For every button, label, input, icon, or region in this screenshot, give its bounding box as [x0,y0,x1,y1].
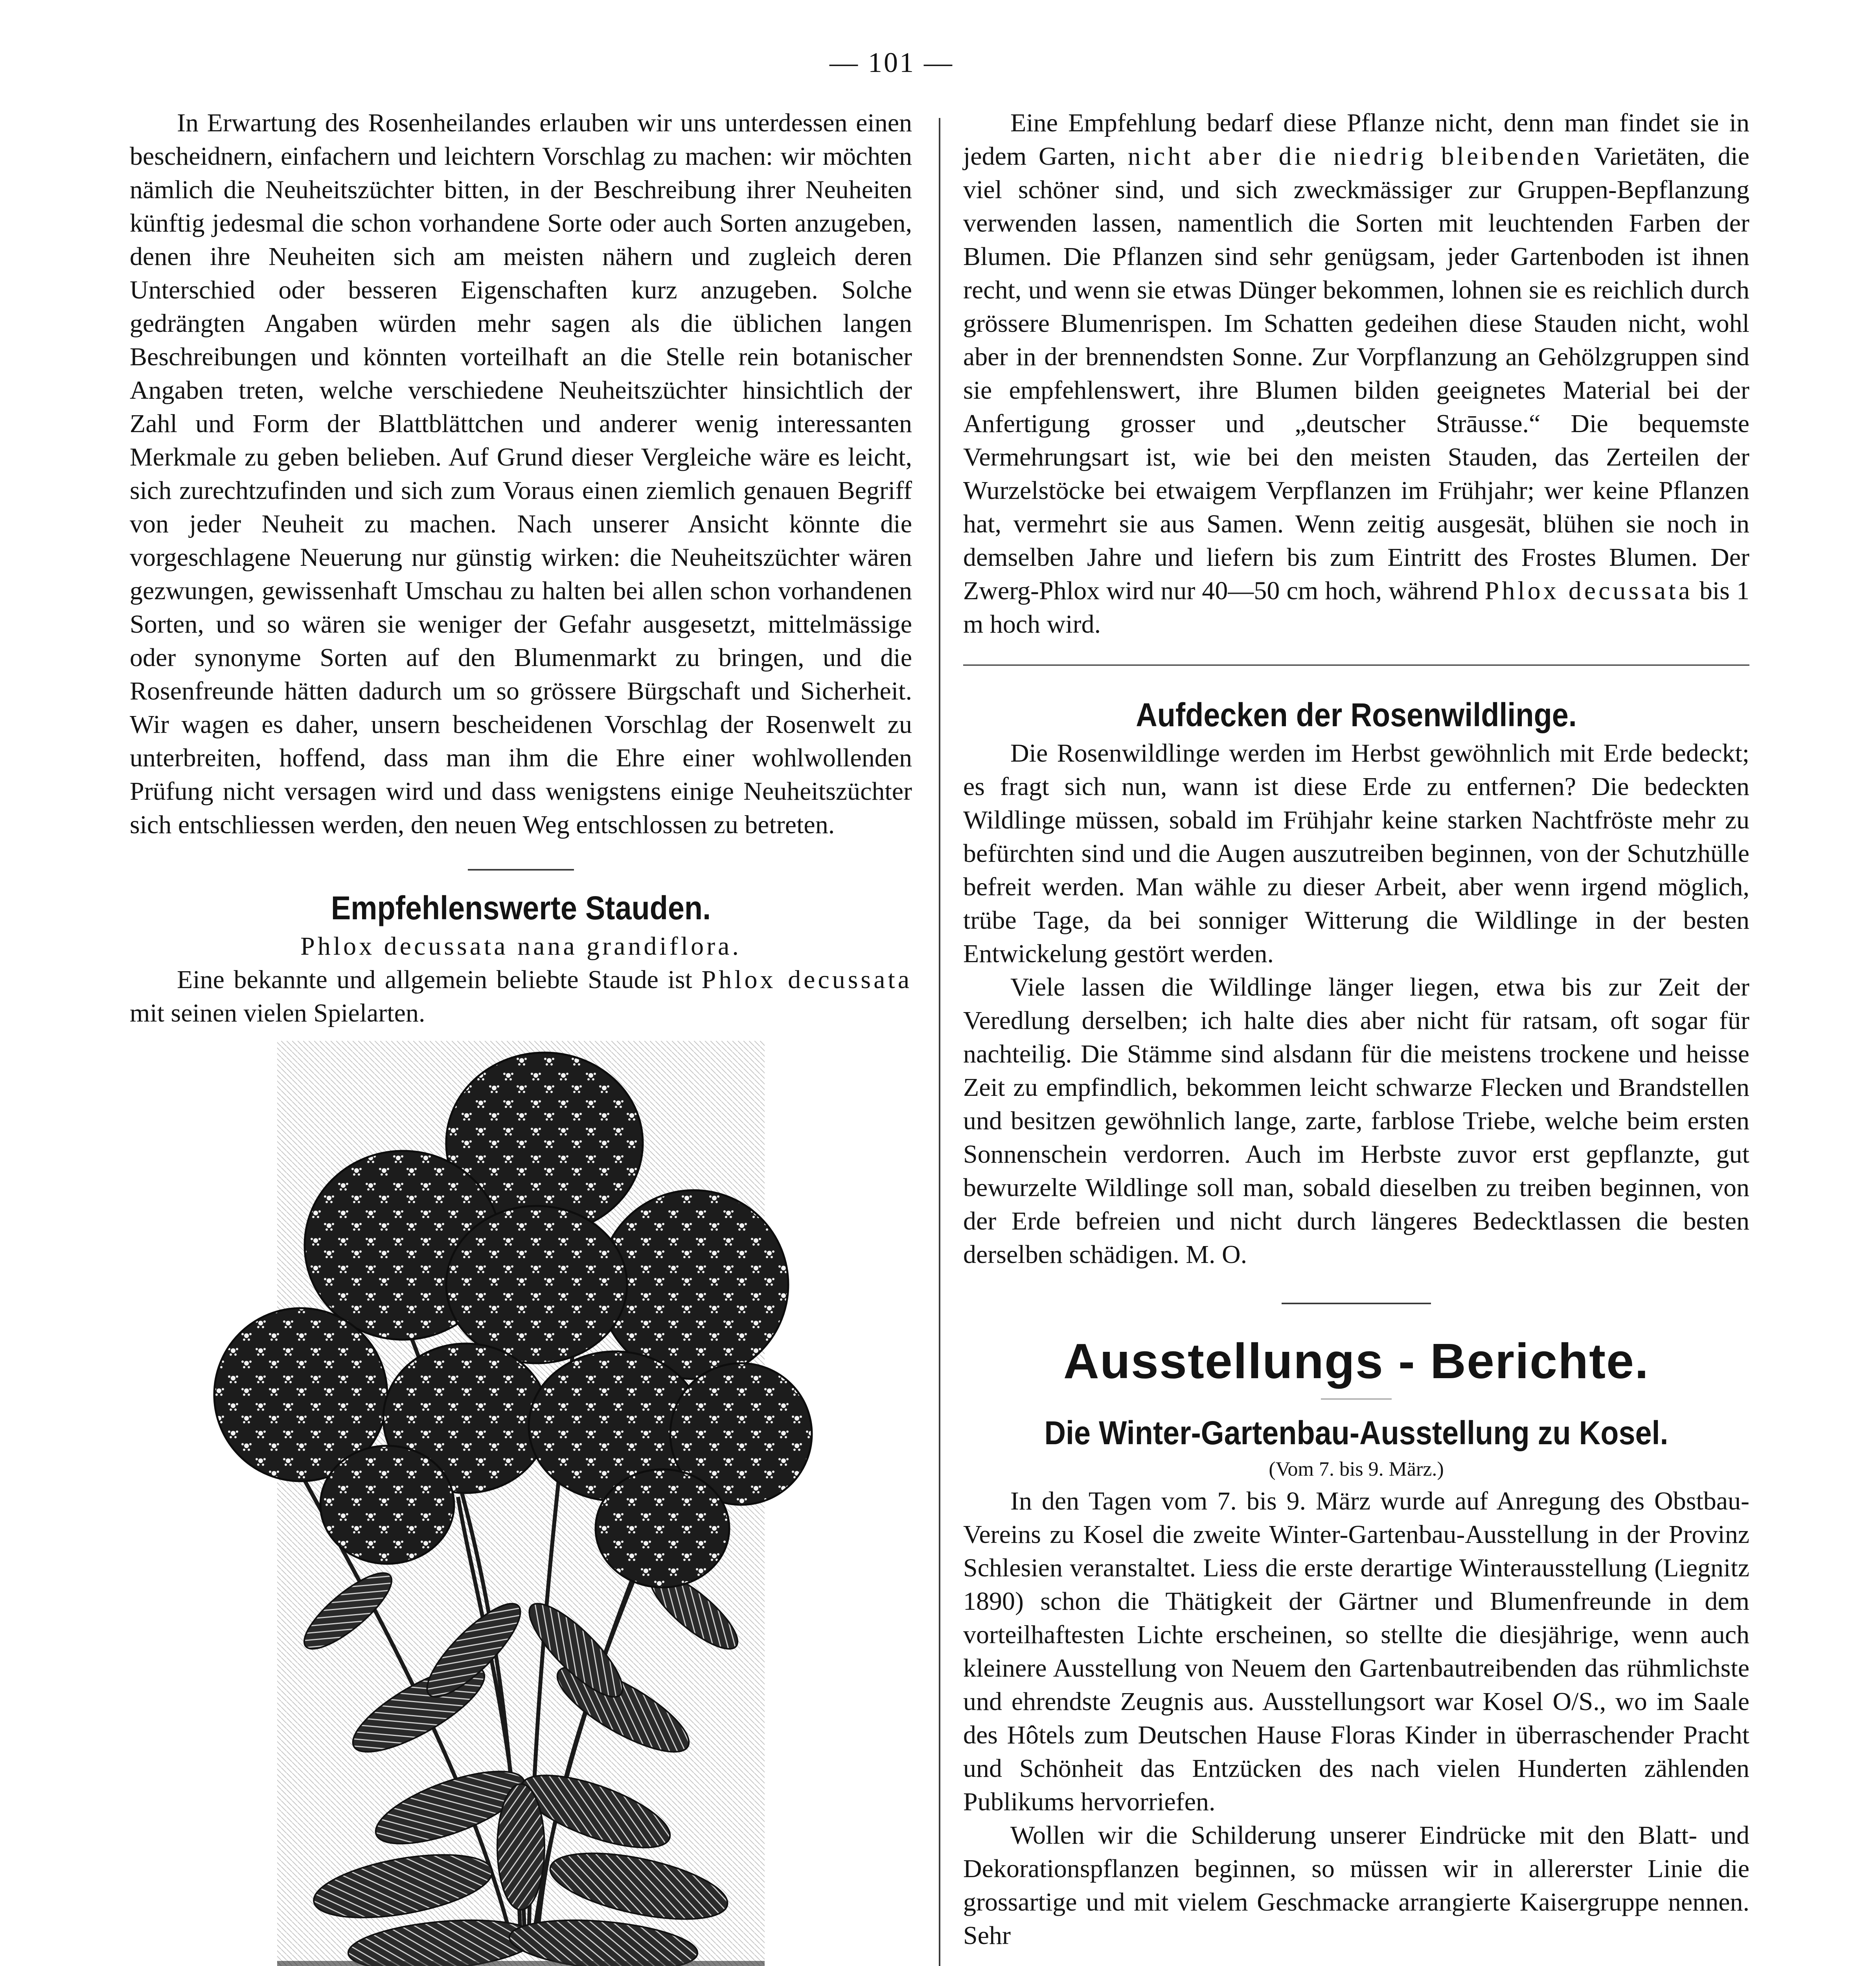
stauden-intro-line1: Eine bekannte und allgemein beliebte Staude ist [177,965,692,994]
section-separator [468,869,574,871]
para1-spaced2: Phlox decussata [1484,576,1693,605]
plant-name-spaced: Phlox decussata [701,965,912,994]
para1-before: Eine Empfehlung bedarf diese Pflanze nicht, denn man findet sie in jedem Garten, [963,109,1749,171]
para1-end: bis 1 m hoch wird. [963,576,1749,639]
column-section-rule [963,665,1749,666]
report-title: Die Winter-Gartenbau-Ausstellung zu Kosel. [1044,1414,1668,1451]
phlox-engraving [199,1041,843,1966]
rose-proposal-paragraph: In Erwartung des Rosenheilandes erlauben wir uns unterdessen einen bescheidnern, einfachern und leichtern Vorschlag zu machen: wir möchten nämlich die Neuheitszüchter bitten, in der Beschreibung ihrer Neuheiten künftig jedesmal die schon vorhandene Sorte oder auch Sorten anzugeben, denen ihre Neuheiten sich am meisten nähern und zugleich deren Unterschied oder besseren Eigenschaften kurz anzugeben. Solche gedrängten Angaben würden mehr sagen als die üblichen langen Beschreibungen und könnten vorteilhaft an die Stelle rein botanischer Angaben treten, welche verschiedene Neuheitszüchter hinsichtlich der Zahl und Form der Blattblättchen und anderer wenig interessanten Merkmale zu geben belieben. Auf Grund dieser Vergleiche wäre es leicht, sich zurechtzufinden und sich zum Voraus einen ziemlich genauen Begriff von jeder Neuheit zu machen. Nach unserer Ansicht könnte die vorgeschlagene Neuerung nur günstig wirken: die Neuheitszüchter wären gezwungen, gewissenhaft Umschau zu halten bei allen schon vorhandenen Sorten, und so wären sie weniger der Gefahr ausgesetzt, mittelmässige oder synonyme Sorten auf den Blumenmarkt zu bringen, und die Rosenfreunde hätten dadurch um so grössere Bürgschaft und Sicherheit. Wir wagen es daher, unsern bescheidenen Vorschlag der Rosenwelt zu unterbreiten, hoffend, dass man ihm die Ehre einer wohlwollenden Prüfung nicht versagen wird und dass wenigstens einige Neuheitszüchter sich entschliessen werden, den neuen Weg entschlossen zu betreten. [130,109,912,839]
page-number: — 101 — [829,47,954,78]
report-paragraph-1: In den Tagen vom 7. bis 9. März wurde auf Anregung des Obstbau-Vereins zu Kosel die zweite Winter-Gartenbau-Ausstellung in der Provinz Schlesien veranstaltet. Liess die erste derartige Winterausstellung (Liegnitz 1890) schon die Thätigkeit der Gärtner und Blumenfreunde in dem vorteilhaftesten Lichte erscheinen, so stellte die diesjährige, wenn auch kleinere Ausstellung von Neuem den Gartenbautreibenden das rühmlichste und ehrendste Zeugnis aus. Ausstellungsort war Kosel O/S., wo im Saale des Hôtels zum Deutschen Hause Floras Kinder in überraschender Pracht und Schönheit das Entzücken des nach vielen Hunderten zählenden Publikums hervorriefen. [963,1487,1749,1816]
section-title-ausstellungsberichte: Ausstellungs - Berichte. [1063,1333,1650,1389]
report-dateline: (Vom 7. bis 9. März.) [1269,1458,1444,1480]
left-column [130,106,912,1966]
stauden-intro-paragraph [130,963,912,1030]
column-divider [939,118,940,1966]
section-title-rosenwildlinge: Aufdecken der Rosenwildlinge. [1136,696,1577,733]
section-separator-2 [1282,1303,1431,1304]
rosenwildlinge-paragraph-1: Die Rosenwildlinge werden im Herbst gewöhnlich mit Erde bedeckt; es fragt sich nun, wann ist diese Erde zu entfernen? Die bedeckten Wildlinge müssen, sobald im Frühjahr keine starken Nachtfröste mehr zu befürchten sind und die Augen auszutreiben beginnen, von der Schutzhülle befreit werden. Man wähle zu dieser Arbeit, aber wenn irgend möglich, trübe Tage, da bei sonniger Witterung die Wildlinge in der besten Entwickelung gestört werden. [963,739,1749,968]
phlox-continued-paragraph [963,106,1749,641]
phlox-illustration [199,1041,843,1966]
right-column [963,106,1749,1952]
report-paragraph-2: Wollen wir die Schilderung unserer Eindrücke mit den Blatt- und Dekorationspflanzen beginnen, so müssen wir in allererster Linie die grossartige und mit vielem Geschmacke arrangierte Kaisergruppe nennen. Sehr [963,1821,1749,1950]
para1-after: Varietäten, die viel schöner sind, und sich zweckmässiger zur Gruppen-Bepflanzung verwenden lassen, namentlich die Sorten mit leuchtenden Farben der Blumen. Die Pflanzen sind sehr genügsam, jeder Gartenboden ist ihnen recht, und wenn sie etwas Dünger bekommen, lohnen sie es reichlich durch grössere Blumenrispen. Im Schatten gedeihen diese Stauden nicht, wohl aber in der brennendsten Sonne. Zur Vorpflanzung an Gehölzgruppen sind sie empfehlenswert, ihre Blumen bilden geeignetes Material bei der Anfertigung grosser und „deutscher Strāusse.“ Die bequemste Vermehrungsart ist, wie bei den meisten Stauden, das Zerteilen der Wurzelstöcke bei etwaigem Verpflanzen im Frühjahr; wer keine Pflanzen hat, vermehrt sie aus Samen. Wenn zeitig ausgesät, blühen sie noch in demselben Jahre und liefern bis zum Eintritt des Frostes Blumen. Der Zwerg-Phlox wird nur 40—50 cm hoch, während [963,142,1750,605]
rosenwildlinge-paragraph-2: Viele lassen die Wildlinge länger liegen, etwa bis zur Zeit der Veredlung derselben; ich halte dies aber nicht für ratsam, oft sogar für nachteilig. Die Stämme sind alsdann für die meistens trockene und heisse Zeit zu empfindlich, bekommen leicht schwarze Flecken und Brandstellen und besitzen gewöhnlich lange, zarte, farblose Triebe, welche beim ersten Sonnenschein verdorren. Auch im Herbste zuvor erst gepflanzte, gut bewurzelte Wildlinge soll man, sobald dieselben zu treiben beginnen, von der Erde befreien und nicht durch längeres Bedecktlassen die besten derselben schädigen. M. O. [963,973,1749,1269]
stauden-intro-line2: mit seinen vielen Spielarten. [130,999,425,1027]
section-title-stauden: Empfehlenswerte Stauden. [331,889,711,926]
para1-spaced: nicht aber die niedrig bleibenden [1127,142,1583,171]
plant-subtitle: Phlox decussata nana grandiflora. [300,932,741,961]
